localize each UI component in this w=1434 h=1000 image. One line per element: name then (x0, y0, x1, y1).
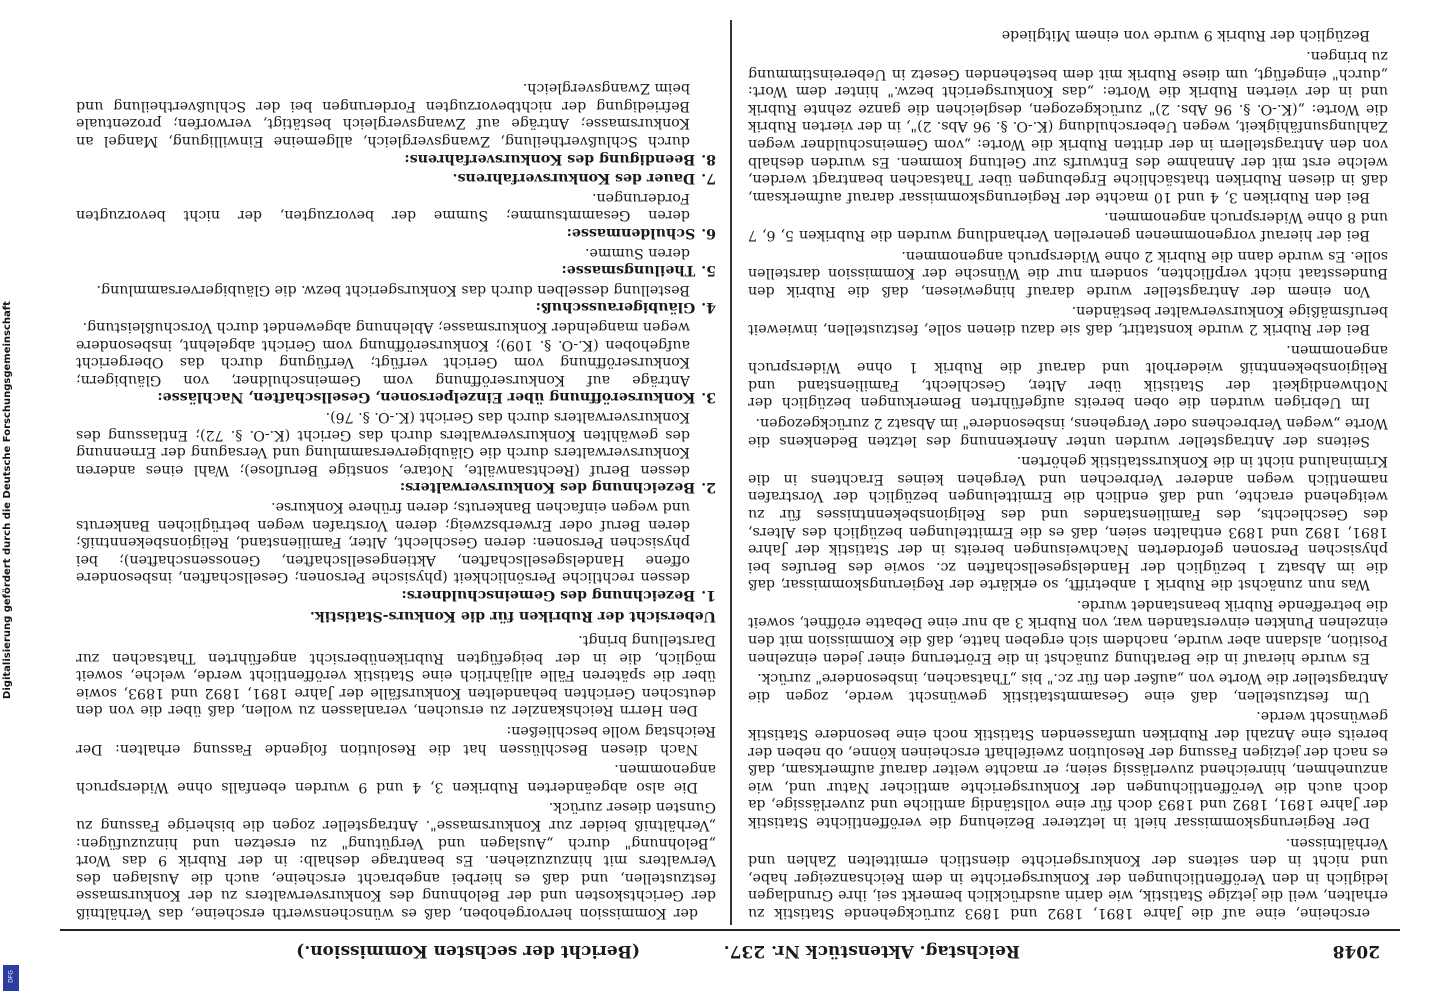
rubric-item (76, 169, 716, 187)
rubric-text: deren Summe. (585, 244, 690, 261)
paragraph: Der Regierungskommissar hielt in letzterer Beziehung die veröffentlichte Statistik der Jahre 1891, 1892 und 1893 doch für eine vollständig amtliche und zuverlässige, da doch auch die Veröffentlichungen der Konkursgerichte amtlicher Natur und, wie anzunehmen, hinreichend zuverlässig seien; er machte weiter darauf aufmerksam, daß es nach der jetzigen Fassung der Resolution zweifelhaft erscheinen könne, ob neben der bereits eine Anzahl der Rubriken umfassenden Statistik noch eine besondere Statistik gewünscht werde. (748, 708, 1388, 831)
rubric-item (76, 478, 716, 496)
header-title: Reichstag. Aktenstück Nr. 237. (723, 941, 1020, 961)
paragraph: Bezüglich der Rubrik 9 wurde von einem Mitgliede (1001, 27, 1370, 44)
rubric-item (76, 298, 716, 316)
rubric-title: Schuldenmasse: (566, 225, 696, 242)
paragraph: Von einem der Antragsteller wurde darauf hingewiesen, daß die Rubrik den Bundesstaat nicht verpflichten, sondern nur die Wünsche der Kommission darstellen solle. Es wurde dann die Rubrik 2 ohne Widerspruch angenommen. (748, 247, 1388, 299)
rubric-item (76, 585, 716, 603)
rubric-number: 7. (701, 170, 716, 187)
paragraph: erscheine, eine auf die Jahre 1891, 1892 und 1893 zurückgehende Statistik zu erhalten, weil die jetzige Statistik, wie darin ausdrücklich bemerkt sei, ihre Grundlagen lediglich in den Veröffentlichungen der Konkursgerichte in dem Reichsanzeiger habe, und nicht in den seitens der Konkursgerichte dienstlich ermittelten Zahlen und Verhältnissen. (748, 834, 1388, 921)
page-header (60, 933, 1400, 965)
rubric-item (76, 261, 716, 279)
paragraph: Es wurde hierauf in die Berathung zunächst in die Erörterung einer jeden einzelnen Position, alsdann aber wurde, nachdem sich ergeben hatte, daß die Kommission mit den einzelnen Punkten einverstanden war, von Rubrik 3 ab nur eine Debatte eröffnet, soweit die betreffende Rubrik beanstandet wurde. (748, 596, 1388, 666)
rubric-item (76, 388, 716, 406)
paragraph: Um festzustellen, daß eine Gesammtstatistik gewünscht werde, zogen die Antragsteller die Worte von „außer den für zc." bis „Thatsachen, insbesondere" zurück. (748, 670, 1388, 704)
rubric-number: 3. (701, 389, 716, 406)
page-number: 2048 (1332, 941, 1380, 961)
paragraph: der Kommission hervorgehoben, daß es wünschenswerth erscheine, das Verhältniß der Gerichtskosten und der Belohnung des Konkursverwalters zu der Konkursmasse festzustellen, und daß es hierbei angebracht erscheine, auch die Auslagen des Verwalters mit hinzuzuziehen. Es beantrage deshalb: in der Rubrik 9 das Wort „Belohnung" durch „Auslagen und Vergütung" zu ersetzen und hinzuzufügen: „Verhältniß beider zur Konkursmasse". Antragsteller zogen die bisherige Fassung zu Gunsten dieser zurück. (76, 799, 716, 921)
column-divider (730, 20, 732, 925)
rubric-text: dessen Beruf (Rechtsanwälte, Notare, sonstige Beruflose); Wahl eines anderen Konkursverwalters durch die Gläubigerversammlung und Versagung der Ernennung des gewählten Konkursverwalters durch das Gericht (K.-O. §. 72); Entlassung des Konkursverwalters durch das Gericht (K.-O. §. 76). (76, 408, 690, 478)
paragraph: Bei der hierauf vorgenommenen generellen Verhandlung wurden die Rubriken 5, 6, 7 und 8 ohne Widerspruch angenommen. (748, 209, 1388, 244)
rubric-title: Konkurseröffnung über Einzelpersonen, Gesellschaften, Nachlässe: (157, 389, 696, 406)
rubric-number: 4. (701, 299, 716, 316)
rubric-title: Theilungsmasse: (561, 262, 696, 279)
rubric-number: 2. (701, 479, 716, 496)
paragraph: Was nun zunächst die Rubrik 1 anbetrifft, so erklärte der Regierungskommissar, daß die im Absatz 1 bezüglich der Handelsgesellschaften zc. sowie des Berufes bei physischen Personen geforderten Nachweisungen bereits in der Statistik der Jahre 1891, 1892 und 1893 enthalten seien, daß es die Ermittelungen bezüglich des Alters, des Geschlechts, des Familienstandes und des Religionsbekenntnisses für zu weitgehend erachte, und daß endlich die Ermittelungen bezüglich der Vorstrafen namentlich wegen anderer Verbrechen und Vergehen keines Erachtens in die Kriminalund nicht in die Konkursstatistik gehörten. (748, 453, 1388, 593)
rubric-number: 6. (701, 225, 716, 242)
dfg-logo-text: DFG (7, 970, 15, 983)
rubric-text: dessen rechtliche Persönlichkeit (physische Personen; Gesellschaften, insbesondere offene Handelsgesellschaften, Aktiengesellschaften, Genossenschaften); bei physischen Personen: deren Geschlecht, Alter, Familienstand, Religionsbekenntniß; deren Beruf oder Erwerbszweig; deren Vorstrafen wegen betrüglichen Bankeruts und wegen einfachen Bankeruts; deren frühere Konkurse. (76, 498, 690, 586)
rubric-item (76, 223, 716, 241)
document-page (60, 15, 1400, 965)
dfg-logo (3, 965, 19, 991)
paragraph: Seitens der Antragsteller wurden unter Anerkennung des letzten Bedenkens die Worte „wegen Verbrechens oder Vergehens, insbesondere" im Absatz 2 zurückgezogen. (748, 414, 1388, 449)
rubric-text: Anträge auf Konkurseröffnung vom Gemeinschuldner, von Gläubigern; Konkurseröffnung vom Gericht verfügt; Verfügung durch das Obergericht aufgehoben (K.-O. §. 109); Konkurseröffnung vom Gericht abgelehnt, insbesondere wegen mangelnder Konkursmasse; Ablehnung abgewendet durch Vorschußleistung. (76, 319, 690, 388)
digitization-strip (0, 0, 22, 1000)
rubric-title: Beendigung des Konkursverfahrens: (404, 150, 696, 167)
paragraph: Bei den Rubriken 3, 4 und 10 machte der Regierungskommissar darauf aufmerksam, daß in diesen Rubriken thatsächliche Ergebungen über Thatsachen beantragt werden, welche erst mit der Annahme des Entwurfs zur Geltung kommen. Es wurden deshalb von den Antragstellern in der dritten Rubrik die Worte: „vom Gemeinschuldner wegen Zahlungsunfähigkeit, wegen Ueberschuldung (K.-O. §. 96 Abs. 2)", in der vierten Rubrik die Worte: „(K.-O. §. 96 Abs. 2)" zurückgezogen, desgleichen die ganze zehnte Rubrik und in der vierten Rubrik die Worte: „das Konkursgericht bezw." hinter dem Wort: „durch" eingefügt, um diese Rubrik mit dem bestehenden Gesetz in Uebereinstimmung zu bringen. (748, 48, 1388, 205)
rubric-item (76, 149, 716, 167)
header-subtitle: (Bericht der sechsten Kommission.) (296, 941, 640, 961)
rubric-number: 5. (701, 262, 716, 279)
rubric-text: deren Gesammtsumme; Summe der bevorzugten, der nicht bevorzugten Forderungen. (76, 189, 690, 224)
rubric-text: Bestellung desselben durch das Konkursgericht bezw. die Gläubigerversammlung. (96, 281, 690, 298)
left-column (748, 21, 1388, 921)
section-heading: Uebersicht der Rubriken für die Konkurs-Statistik. (309, 608, 716, 625)
paragraph: Den Herrn Reichskanzler zu ersuchen, veranlassen zu wollen, daß über die von den deutschen Gerichten behandelten Konkursfälle der Jahre 1891, 1892 und 1893, sowie über die späteren Fälle alljährlich eine Statistik veröffentlicht werde, welche, soweit möglich, die in der beigefügten Rubrikenübersicht angeführten Thatsachen zur Darstellung bringt. (76, 632, 716, 719)
rubric-number: 1. (701, 586, 716, 603)
rubric-number: 8. (701, 150, 716, 167)
rubric-title: Dauer des Konkursverfahrens. (452, 170, 696, 187)
header-rule (60, 929, 1400, 931)
rubric-title: Bezeichnung des Gemeinschuldners: (401, 586, 696, 603)
paragraph: Bei der Rubrik 2 wurde konstatirt, daß sie dazu dienen solle, festzustellen, inwieweit berufsmäßige Konkursverwalter beständen. (748, 303, 1388, 337)
rubric-title: Gläubigerausschuß: (535, 299, 696, 316)
right-column (76, 21, 716, 921)
digitization-note: Digitalisierung gefördert durch die Deutsche Forschungsgemeinschaft (2, 301, 13, 699)
rubric-text: durch Schlußvertheilung, Zwangsvergleich, allgemeine Einwilligung, Mangel an Konkursmasse; Anträge auf Zwangsvergleich bestätigt, verworfen; prozentuale Befriedigung der nichtbevorzugten Forderungen bei der Schlußvertheilung und beim Zwangsvergleich. (76, 80, 690, 150)
paragraph: Die also abgeänderten Rubriken 3, 4 und 9 wurden ebenfalls ohne Widerspruch angenommen. (76, 761, 716, 795)
paragraph: Nach diesen Beschlüssen hat die Resolution folgende Fassung erhalten: Der Reichstag wolle beschließen: (76, 723, 716, 757)
rubric-title: Bezeichnung des Konkursverwalters: (399, 479, 696, 496)
paragraph: Im Uebrigen wurden die oben bereits aufgeführten Bemerkungen bezüglich der Nothwendigkeit der Statistik über Alter, Geschlecht, Familienstand und Religionsbekenntniß wiederholt und darauf die Rubrik 1 ohne Widerspruch angenommen. (748, 341, 1388, 411)
